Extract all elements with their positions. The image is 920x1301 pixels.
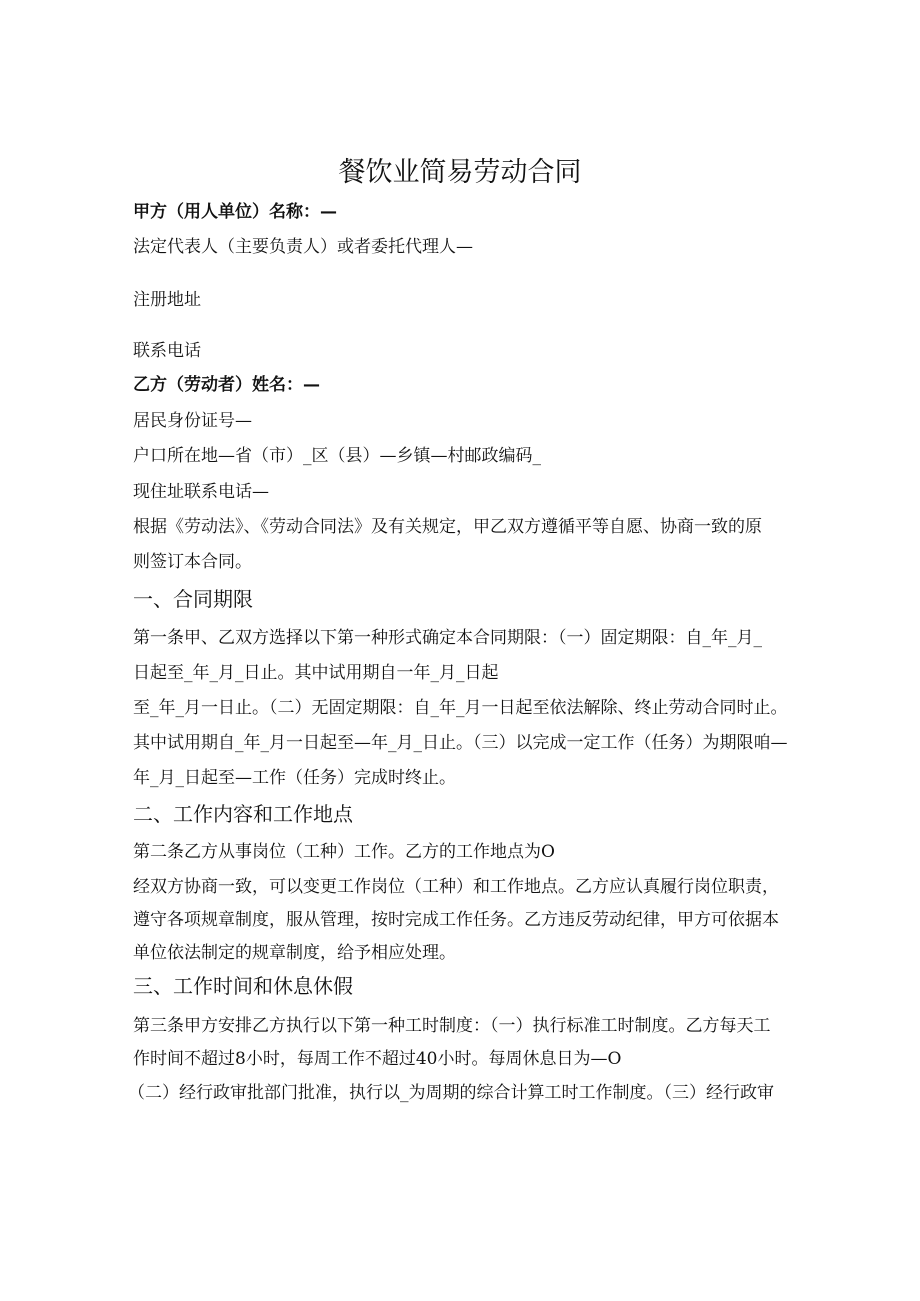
document-title: 餐饮业简易劳动合同 [338,157,582,188]
section-2-heading: 二、工作内容和工作地点 [133,802,353,826]
section-2-line: 单位依法制定的规章制度，给予相应处理。 [133,943,456,963]
party-a-name-line: 甲方（用人单位）名称：— [133,202,337,222]
section-1-heading: 一、合同期限 [133,587,253,611]
section-3-heading: 三、工作时间和休息休假 [133,974,353,998]
section-3-line: （二）经行政审批部门批准，执行以_为周期的综合计算工时工作制度。（三）经行政审 [128,1083,774,1103]
party-a-representative-line: 法定代表人（主要负责人）或者委托代理人— [133,237,473,257]
preamble-line-2: 则签订本合同。 [133,552,252,572]
section-2-line: 经双方协商一致，可以变更工作岗位（工种）和工作地点。乙方应认真履行岗位职责， [133,877,779,897]
party-b-current-address-line: 现住址联系电话— [133,482,269,502]
section-2-line: 第二条乙方从事岗位（工种）工作。乙方的工作地点为O [133,842,555,862]
section-1-line: 第一条甲、乙双方选择以下第一种形式确定本合同期限：（一）固定期限：自_年_月_ [133,628,762,648]
section-2-line: 遵守各项规章制度，服从管理，按时完成工作任务。乙方违反劳动纪律，甲方可依据本 [133,910,779,930]
party-b-name-line: 乙方（劳动者）姓名：— [133,375,320,395]
party-b-household-line: 户口所在地—省（市）_区（县）—乡镇—村邮政编码_ [133,446,541,466]
section-1-line: 其中试用期自_年_月一日起至—年_月_日止。（三）以完成一定工作（任务）为期限咱— [133,733,788,753]
party-a-phone-line: 联系电话 [133,341,201,361]
section-1-line: 至_年_月一日止。（二）无固定期限：自_年_月一日起至依法解除、终止劳动合同时止。 [133,698,788,718]
party-a-address-line: 注册地址 [133,290,201,310]
section-1-line: 年_月_日起至—工作（任务）完成时终止。 [133,768,456,788]
section-3-line: 第三条甲方安排乙方执行以下第一种工时制度：（一）执行标准工时制度。乙方每天工 [133,1016,771,1036]
preamble-line-1: 根据《劳动法》、《劳动合同法》及有关规定，甲乙双方遵循平等自愿、协商一致的原 [133,517,762,537]
party-b-id-line: 居民身份证号— [133,411,252,431]
section-3-line: 作时间不超过8小时，每周工作不超过40小时。每周休息日为—O [133,1049,622,1069]
section-1-line: 日起至_年_月_日止。其中试用期自一年_月_日起 [133,663,499,683]
